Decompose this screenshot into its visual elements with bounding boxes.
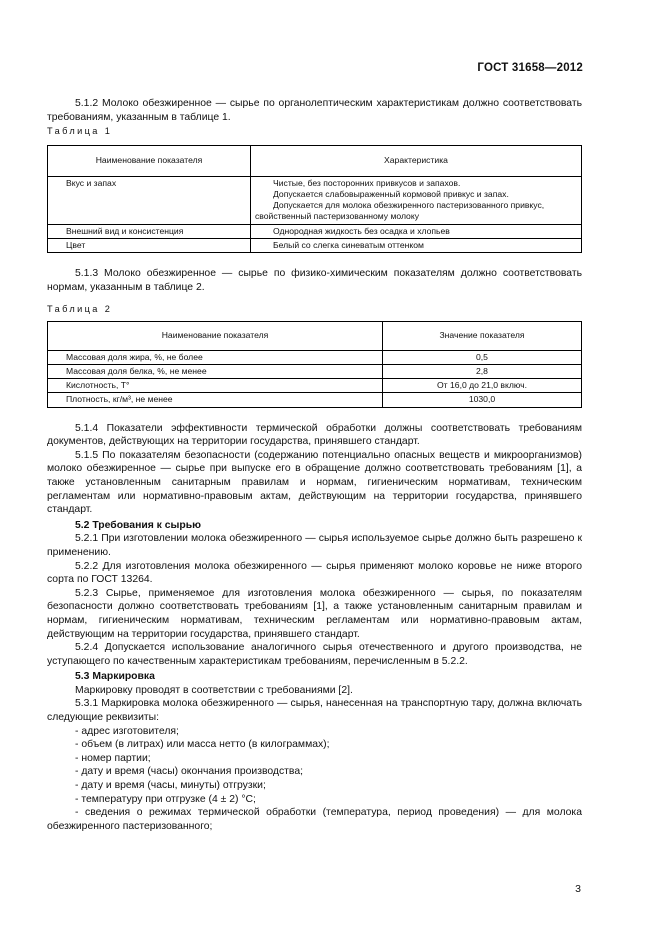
table2-caption: Таблица 2 [47,304,113,315]
table-row [48,224,582,238]
paragraph-5-1-5: 5.1.5 По показателям безопасности (содержанию потенциально опасных веществ и микроорганизмов) молоко обезжиренное — сырье при выпуске его в обращение должно соответствовать требованиям [1], а также установленным санитарным правилам и нормам, гигиеническим нормативам, техническим регламентам или нормативно-правовым актам, действующим на территории государства, принявшего стандарт. [47,449,582,516]
paragraph-5-1-4: 5.1.4 Показатели эффективности термической обработки должны соответствовать требованиям документов, действующих на территории государства, принявшего стандарт. [47,422,582,448]
table2-cell-value: 1030,0 [383,393,582,407]
table-row [48,350,582,364]
table1-caption: Таблица 1 [47,126,113,137]
table1-cell-characteristic: Однородная жидкость без осадка и хлопьев [251,224,582,238]
characteristic-line: Допускается для молока обезжиренного пастеризованного привкус, свойственный пастеризованному молоку [255,200,545,222]
table2-col-header: Значение показателя [383,321,582,350]
paragraph-5-2-2: 5.2.2 Для изготовления молока обезжиренного — сырья применяют молоко коровье не ниже второго сорта по ГОСТ 13264. [47,560,582,586]
list-item: - объем (в литрах) или масса нетто (в килограммах); [75,739,330,751]
paragraph-5-1-2: 5.1.2 Молоко обезжиренное — сырье по органолептическим характеристикам должно соответствовать требованиям, указанным в таблице 1. [47,98,582,123]
standard-header: ГОСТ 31658—2012 [477,62,583,74]
table2-cell-name: Плотность, кг/м³, не менее [48,393,383,407]
table-row [48,379,582,393]
table2 [47,321,582,408]
paragraph-5-2-4: 5.2.4 Допускается использование аналогичного сырья отечественного и другого производства, не уступающего по качественным характеристикам требованиям, перечисленным в 5.2.2. [47,642,582,667]
table2-cell-name: Кислотность, Т° [48,379,383,393]
list-item: - номер партии; [75,752,151,764]
table1 [47,145,582,253]
table-row [48,364,582,378]
table2-col-header: Наименование показателя [48,321,383,350]
paragraph-5-2-3: 5.2.3 Сырье, применяемое для изготовления молока обезжиренного — сырья, по показателям безопасности должно соответствовать требованиям [1], а также установленным санитарным правилам и нормам, гигиеническим нормативам, техническим регламентам или нормативно-правовым актам, действующим на территории государства, принявшего стандарт. [47,587,582,640]
table1-cell-characteristic: Белый со слегка синеватым оттенком [251,238,582,252]
paragraph-5-3-1: 5.3.1 Маркировка молока обезжиренного — сырья, нанесенная на транспортную тару, должна включать следующие реквизиты: [47,698,582,724]
paragraph-5-2-1: 5.2.1 При изготовлении молока обезжиренного — сырья используемое сырье должно быть разрешено к применению. [47,533,582,558]
table2-cell-value: 0,5 [383,350,582,364]
requisites-list [47,725,582,834]
paragraph-5-3-intro: Маркировку проводят в соответствии с требованиями [2]. [75,684,353,696]
list-item: - температуру при отгрузке (4 ± 2) °С; [75,793,256,805]
table2-cell-name: Массовая доля жира, %, не более [48,350,383,364]
table2-cell-value: 2,8 [383,364,582,378]
characteristic-line: Чистые, без посторонних привкусов и запахов. [273,177,461,188]
table-row [48,393,582,407]
table1-col-header: Наименование показателя [48,145,251,176]
table1-cell-name: Вкус и запах [48,176,251,224]
table2-header-row [48,321,582,350]
table1-cell-characteristic [251,176,582,224]
list-item: - дату и время (часы) окончания производства; [75,766,304,778]
table1-cell-name: Цвет [48,238,251,252]
page-content [47,97,582,833]
section-heading-5-3: 5.3 Маркировка [75,671,155,683]
page-number: 3 [575,883,581,895]
table1-cell-name: Внешний вид и консистенция [48,224,251,238]
table-row [48,176,582,224]
table1-header-row [48,145,582,176]
paragraph-5-1-3: 5.1.3 Молоко обезжиренное — сырье по физико-химическим показателям должно соответствовать нормам, указанным в таблице 2. [47,268,582,293]
list-item: - дату и время (часы, минуты) отгрузки; [75,780,266,792]
table-row [48,238,582,252]
table2-cell-name: Массовая доля белка, %, не менее [48,364,383,378]
section-heading-5-2: 5.2 Требования к сырью [75,519,202,531]
table2-cell-value: От 16,0 до 21,0 включ. [383,379,582,393]
table1-col-header: Характеристика [251,145,582,176]
list-item: - адрес изготовителя; [75,725,179,737]
list-item: - сведения о режимах термической обработки (температура, период проведения) — для молока обезжиренного пастеризованного; [47,807,582,832]
characteristic-line: Допускается слабовыраженный кормовой привкус и запах. [273,188,509,199]
